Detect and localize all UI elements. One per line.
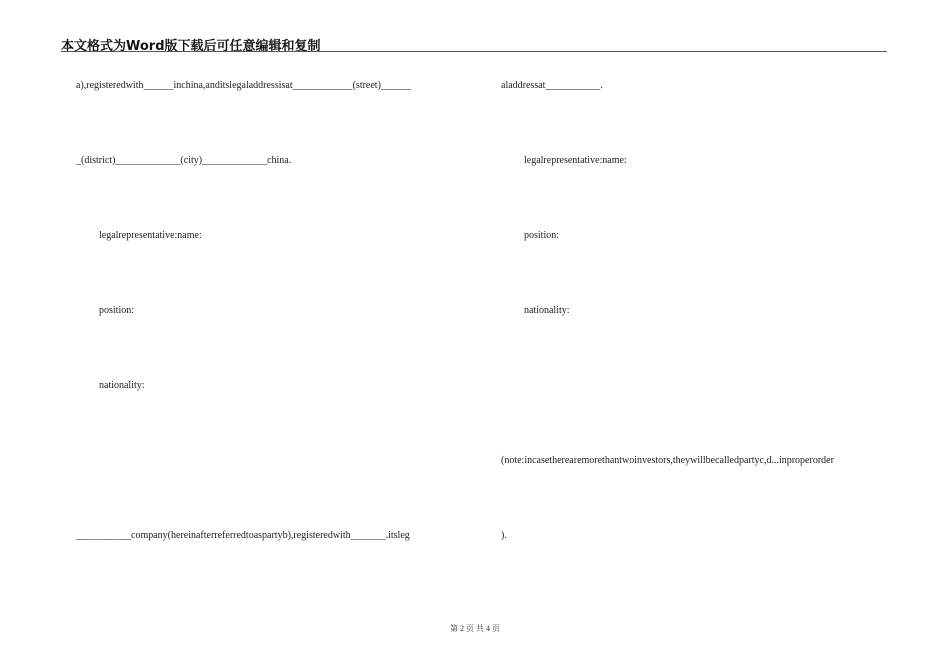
page-header-title: 本文格式为Word版下载后可任意编辑和复制 — [61, 39, 321, 54]
page-number-footer: 第 2 页 共 4 页 — [450, 624, 500, 633]
text-line-investor-note: (note:incasetherearemorethantwoinvestors,theywillbecalledpartyc,d...inproperorder — [501, 455, 834, 466]
text-line-position: position: — [99, 305, 135, 316]
text-line-nationality: nationality: — [99, 380, 145, 391]
text-line-legal-representative-name: legalrepresentative:name: — [524, 155, 627, 166]
text-line-district-city: _(district)_____________(city)_____________china. — [76, 155, 292, 166]
text-line-position: position: — [524, 230, 560, 241]
header-divider — [61, 51, 887, 52]
text-line-note-close: ). — [501, 530, 507, 541]
text-line-nationality: nationality: — [524, 305, 570, 316]
text-line-legal-address: aladdressat___________. — [501, 80, 603, 91]
text-line-company-party-b: ___________company(hereinafterreferredtoaspartyb),registeredwith_______.itsleg — [76, 530, 410, 541]
text-line-legal-representative-name: legalrepresentative:name: — [99, 230, 202, 241]
text-line-registered-with: a),registeredwith______inchina,anditslegaladdressisat____________(street)______ — [76, 80, 411, 91]
